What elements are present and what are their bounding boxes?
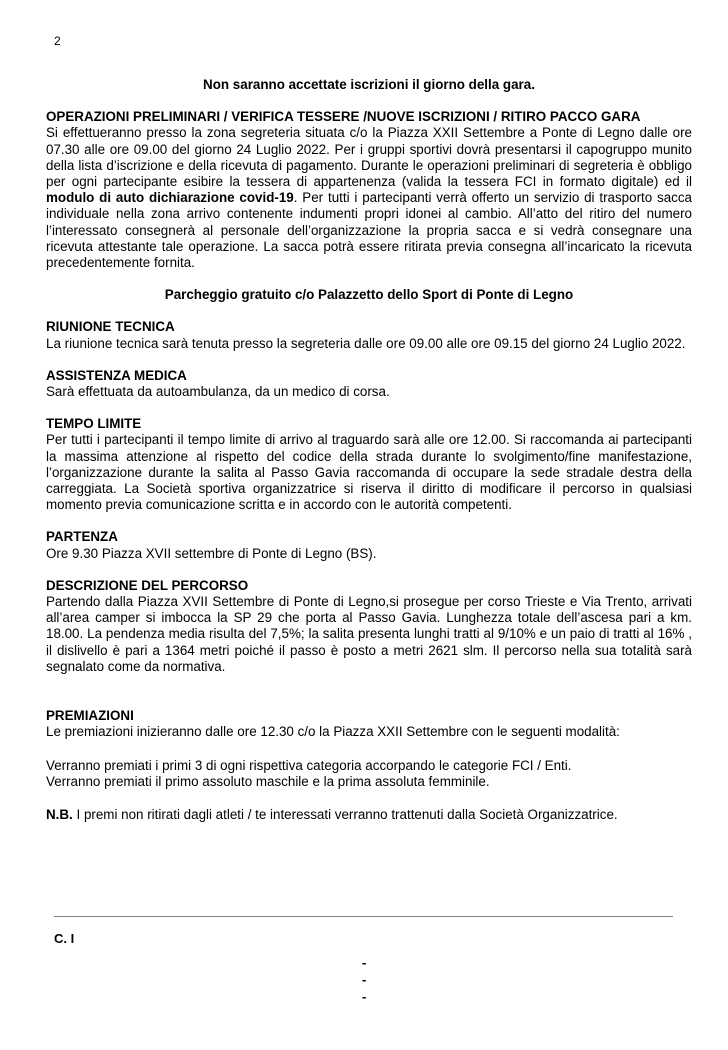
section-premiazioni <box>46 708 692 823</box>
nb-label: N.B. <box>46 806 73 822</box>
section-assistenza <box>46 368 692 400</box>
section-title-assistenza: ASSISTENZA MEDICA <box>46 367 187 383</box>
footer-divider <box>54 916 673 917</box>
section-title-operazioni: OPERAZIONI PRELIMINARI / VERIFICA TESSERE /NUOVE ISCRIZIONI / RITIRO PACCO GARA <box>46 109 641 125</box>
section-title-percorso: DESCRIZIONE DEL PERCORSO <box>46 577 249 593</box>
section-text-tempo: Per tutti i partecipanti il tempo limite di arrivo al traguardo sarà alle ore 12.00. Si raccomanda ai partecipanti la massima attenzione al rispetto del codice della strada durante lo svolgimento/fine manifestazione, l’organizzazione durante la salita al Passo Gavia raccomanda di occupare la sede stradale destra della carreggiata. La Società sportiva organizzatrice si riserva il diritto di modificare il percorso in qualsiasi momento previa comunicazione scritta e in accordo con le autorità competenti. <box>46 432 692 513</box>
section-text-operazioni: Si effettueranno presso la zona segreteria situata c/o la Piazza XXII Settembre a Ponte di Legno dalle ore 07.30 alle ore 09.00 del giorno 24 Luglio 2022. Per i gruppi sportivi dovrà presentarsi il capogruppo munito della lista d’iscrizione e della ricevuta di pagamento. Durante le operazioni preliminari di segreteria è obbligo per ogni partecipante esibire la tessera di appartenenza (valida la tessera FCI in formato digitale) ed il modulo di auto dichiarazione covid-19. Per tutti i partecipanti verrà offerto un servizio di trasporto sacca individuale nella zona arrivo contenente indumenti propri idonei al cambio. All’atto del ritiro del numero l’interessato consegnerà al personale dell’organizzazione la propria sacca e si vedrà consegnare una ricevuta attestante tale operazione. La sacca potrà essere ritirata previa consegna all’incaricato la ricevuta precedentemente fornita. <box>46 125 693 271</box>
section-tempo <box>46 416 692 513</box>
nb-text: I premi non ritirati dagli atleti / te interessati verranno trattenuti dalla Società Organizzatrice. <box>72 806 618 822</box>
premiazioni-nb <box>46 807 692 823</box>
registration-notice: Non saranno accettate iscrizioni il giorno della gara. <box>203 77 535 92</box>
section-text-assistenza: Sarà effettuata da autoambulanza, da un medico di corsa. <box>46 384 390 400</box>
section-title-riunione: RIUNIONE TECNICA <box>46 319 175 335</box>
premiazioni-line-2: Verranno premiati il primo assoluto maschile e la prima assoluta femminile. <box>46 773 490 789</box>
section-percorso <box>46 578 692 675</box>
section-title-premiazioni: PREMIAZIONI <box>46 708 134 724</box>
section-riunione <box>46 319 692 351</box>
premiazioni-intro: Le premiazioni inizieranno dalle ore 12.30 c/o la Piazza XXII Settembre con le seguenti modalità: <box>46 724 620 740</box>
parking-notice: Parcheggio gratuito c/o Palazzetto dello Sport di Ponte di Legno <box>164 287 574 303</box>
premiazioni-line-1: Verranno premiati i primi 3 di ogni rispettiva categoria accorpando le categorie FCI / Enti. <box>46 757 572 773</box>
covid-form-highlight: modulo di auto dichiarazione covid-19 <box>46 190 294 206</box>
section-text-riunione: La riunione tecnica sarà tenuta presso la segreteria dalle ore 09.00 alle ore 09.15 del giorno 24 Luglio 2022. <box>46 335 686 351</box>
page-number: 2 <box>54 34 61 48</box>
section-text-partenza: Ore 9.30 Piazza XVII settembre di Ponte di Legno (BS). <box>46 545 377 561</box>
footer-dash-3: - <box>362 989 367 1004</box>
section-partenza <box>46 529 692 561</box>
section-title-tempo: TEMPO LIMITE <box>46 416 142 432</box>
section-text-percorso: Partendo dalla Piazza XVII Settembre di Ponte di Legno,si prosegue per corso Trieste e Via Trento, arrivati all’area camper si imbocca la SP 29 che porta al Passo Gavia. Lunghezza totale dell’ascesa pari a km. 18.00. La pendenza media risulta del 7,5%; la salita presenta lunghi tratti al 9/10% e un paio di tratti al 16% , il dislivello è pari a 1364 metri poiché il passo è posto a metri 2621 slm. Il percorso nella sua totalità sarà segnalato come da normativa. <box>46 594 692 674</box>
footer-label: C. I <box>54 931 75 946</box>
section-operazioni <box>46 109 692 271</box>
document-body <box>46 77 692 823</box>
footer-dash-2: - <box>362 972 367 987</box>
footer-dash-1: - <box>362 955 367 970</box>
section-title-partenza: PARTENZA <box>46 529 118 545</box>
